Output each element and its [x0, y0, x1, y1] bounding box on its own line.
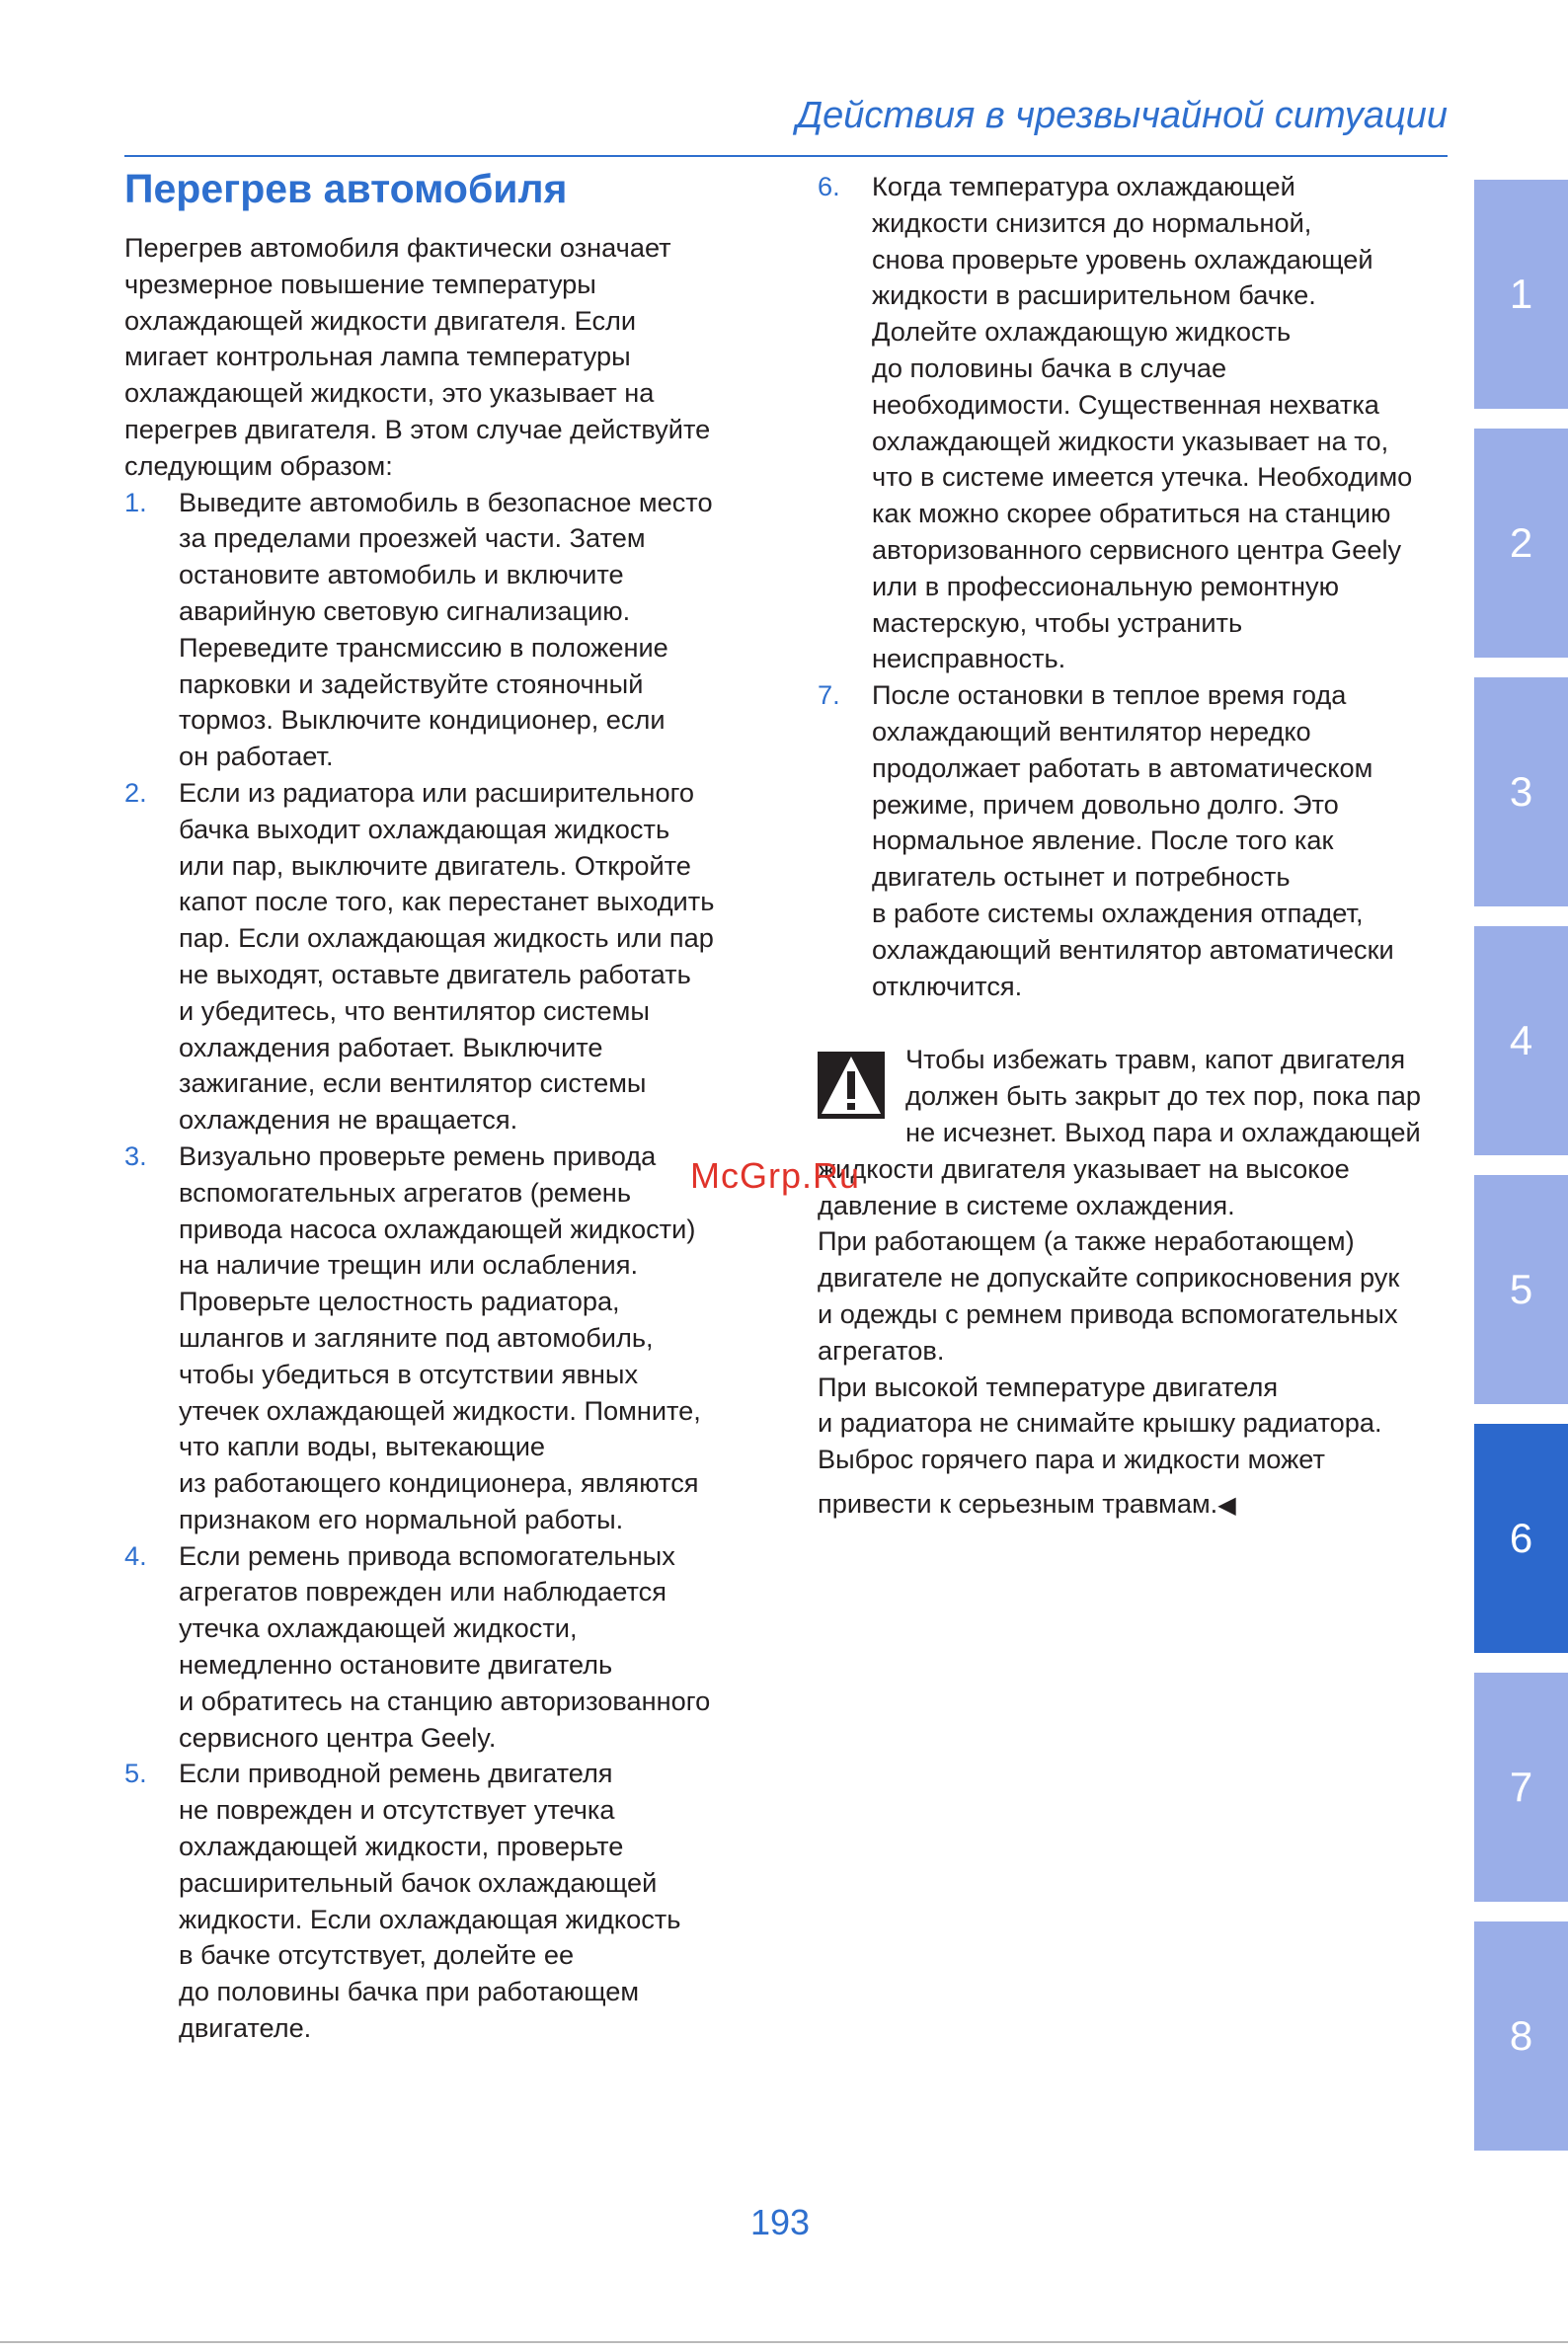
- intro-line: мигает контрольная лампа температуры: [124, 341, 631, 372]
- warning-line: двигателе не допускайте соприкосновения рук: [818, 1262, 1400, 1294]
- step-line: утечек охлаждающей жидкости. Помните,: [179, 1394, 701, 1426]
- chapter-tab-6[interactable]: 6: [1474, 1424, 1568, 1653]
- step-line: агрегатов поврежден или наблюдается: [179, 1576, 666, 1607]
- step-5: [124, 1756, 756, 2046]
- chapter-tab-8[interactable]: 8: [1474, 1921, 1568, 2151]
- warning-line: должен быть закрыт до тех пор, пока пар: [905, 1080, 1421, 1112]
- step-line: за пределами проезжей части. Затем: [179, 522, 646, 554]
- step-line: отключится.: [872, 970, 1023, 1001]
- step-number: 4.: [124, 1539, 147, 1571]
- step-line: охлаждающий вентилятор автоматически: [872, 933, 1394, 965]
- step-1: [124, 485, 756, 775]
- step-line: привода насоса охлаждающей жидкости): [179, 1213, 696, 1244]
- step-line: чтобы убедиться в отсутствии явных: [179, 1358, 639, 1389]
- step-line: Переведите трансмиссию в положение: [179, 631, 668, 663]
- warning-line: При высокой температуре двигателя: [818, 1371, 1279, 1402]
- warning-line: Чтобы избежать травм, капот двигателя: [905, 1044, 1406, 1075]
- warning-last-text: привести к серьезным травмам.: [818, 1487, 1218, 1519]
- intro-line: охлаждающей жидкости двигателя. Если: [124, 304, 637, 336]
- chapter-tab-2[interactable]: 2: [1474, 429, 1568, 658]
- intro-paragraph: [124, 230, 756, 485]
- step-line: Если ремень привода вспомогательных: [179, 1539, 675, 1571]
- step-line: режиме, причем довольно долго. Это: [872, 788, 1339, 820]
- step-number: 5.: [124, 1758, 147, 1789]
- step-number: 6.: [818, 171, 840, 201]
- step-line: из работающего кондиционера, являются: [179, 1467, 699, 1499]
- step-line: не поврежден и отсутствует утечка: [179, 1794, 615, 1826]
- right-column: [818, 169, 1450, 1523]
- warning-line: Выброс горячего пара и жидкости может: [818, 1444, 1325, 1475]
- step-line: на наличие трещин или ослабления.: [179, 1249, 639, 1281]
- step-line: тормоз. Выключите кондиционер, если: [179, 704, 666, 736]
- step-line: немедленно остановите двигатель: [179, 1649, 613, 1681]
- step-line: охлаждающий вентилятор нередко: [872, 715, 1311, 746]
- step-line: шлангов и загляните под автомобиль,: [179, 1321, 654, 1353]
- intro-line: Перегрев автомобиля фактически означает: [124, 232, 671, 263]
- step-line: Если из радиатора или расширительного: [179, 776, 695, 808]
- left-column: [124, 230, 756, 2047]
- warning-line: и одежды с ремнем привода вспомогательных: [818, 1297, 1398, 1329]
- step-line: сервисного центра Geely.: [179, 1721, 497, 1753]
- intro-line: охлаждающей жидкости, это указывает на: [124, 377, 655, 409]
- step-line: расширительный бачок охлаждающей: [179, 1866, 658, 1898]
- chapter-tab-3[interactable]: 3: [1474, 677, 1568, 906]
- step-line: как можно скорее обратиться на станцию: [872, 498, 1391, 529]
- step-line: бачка выходит охлаждающая жидкость: [179, 813, 670, 844]
- step-line: или в профессиональную ремонтную: [872, 570, 1339, 601]
- step-2: [124, 775, 756, 1138]
- step-line: признаком его нормальной работы.: [179, 1503, 624, 1534]
- warning-last-line: [818, 1486, 1450, 1523]
- step-line: охлаждающей жидкости указывает на то,: [872, 425, 1389, 456]
- step-line: охлаждения не вращается.: [179, 1104, 518, 1136]
- step-line: остановите автомобиль и включите: [179, 559, 624, 590]
- step-line: капот после того, как перестанет выходить: [179, 886, 715, 917]
- step-line: Если приводной ремень двигателя: [179, 1758, 613, 1789]
- step-line: неисправность.: [872, 643, 1066, 674]
- warning-line: агрегатов.: [818, 1334, 945, 1366]
- step-line: Когда температура охлаждающей: [872, 171, 1295, 201]
- step-line: до половины бачка в случае: [872, 352, 1227, 383]
- step-line: охлаждающей жидкости, проверьте: [179, 1831, 624, 1862]
- step-line: в бачке отсутствует, долейте ее: [179, 1939, 575, 1971]
- step-line: охлаждения работает. Выключите: [179, 1031, 603, 1062]
- step-number: 1.: [124, 486, 147, 517]
- step-6: [818, 169, 1450, 677]
- step-number: 7.: [818, 679, 840, 711]
- step-line: и обратитесь на станцию авторизованного: [179, 1685, 711, 1716]
- chapter-tab-4[interactable]: 4: [1474, 926, 1568, 1155]
- step-line: После остановки в теплое время года: [872, 679, 1347, 711]
- step-line: что в системе имеется утечка. Необходимо: [872, 461, 1413, 493]
- step-line: необходимости. Существенная нехватка: [872, 388, 1379, 420]
- step-line: двигатель остынет и потребность: [872, 861, 1291, 893]
- bottom-divider: [0, 2341, 1568, 2343]
- step-line: жидкости снизится до нормальной,: [872, 206, 1312, 238]
- chapter-title: Действия в чрезвычайной ситуации: [796, 95, 1448, 136]
- chapter-tab-5[interactable]: 5: [1474, 1175, 1568, 1404]
- step-line: нормальное явление. После того как: [872, 824, 1334, 856]
- step-line: утечка охлаждающей жидкости,: [179, 1612, 578, 1644]
- step-line: зажигание, если вентилятор системы: [179, 1067, 647, 1099]
- header-divider: [124, 155, 1448, 157]
- step-line: что капли воды, вытекающие: [179, 1431, 546, 1462]
- warning-line: давление в системе охлаждения.: [818, 1189, 1235, 1220]
- step-4: [124, 1538, 756, 1757]
- step-line: или пар, выключите двигатель. Откройте: [179, 849, 691, 881]
- step-line: продолжает работать в автоматическом: [872, 751, 1373, 783]
- chapter-tab-7[interactable]: 7: [1474, 1673, 1568, 1902]
- watermark: McGrp.Ru: [690, 1155, 861, 1196]
- step-line: парковки и задействуйте стояночный: [179, 667, 644, 699]
- page-number: 193: [750, 2202, 811, 2242]
- section-title: Перегрев автомобиля: [124, 166, 568, 211]
- warning-line: и радиатора не снимайте крышку радиатора.: [818, 1407, 1382, 1439]
- step-7: [818, 677, 1450, 1004]
- step-line: Проверьте целостность радиатора,: [179, 1286, 620, 1317]
- warning-line: не исчезнет. Выход пара и охлаждающей: [905, 1116, 1421, 1147]
- intro-line: перегрев двигателя. В этом случае действуйте: [124, 413, 711, 444]
- step-line: в работе системы охлаждения отпадет,: [872, 897, 1364, 928]
- warning-line: При работающем (а также неработающем): [818, 1225, 1355, 1257]
- end-marker-icon: ◀: [1217, 1491, 1236, 1519]
- step-line: Выведите автомобиль в безопасное место: [179, 486, 713, 517]
- step-line: Визуально проверьте ремень привода: [179, 1139, 657, 1171]
- step-line: он работает.: [179, 741, 334, 772]
- step-line: двигателе.: [179, 2012, 312, 2044]
- step-line: до половины бачка при работающем: [179, 1976, 640, 2007]
- step-line: жидкости в расширительном бачке.: [872, 279, 1316, 311]
- chapter-tabs: [1474, 0, 1568, 2352]
- step-line: вспомогательных агрегатов (ремень: [179, 1176, 631, 1208]
- step-line: не выходят, оставьте двигатель работать: [179, 958, 691, 989]
- step-number: 3.: [124, 1139, 147, 1171]
- step-line: и убедитесь, что вентилятор системы: [179, 994, 650, 1026]
- chapter-tab-1[interactable]: 1: [1474, 180, 1568, 409]
- step-line: жидкости. Если охлаждающая жидкость: [179, 1903, 681, 1934]
- warning-line: жидкости двигателя указывает на высокое: [818, 1152, 1350, 1184]
- step-line: авторизованного сервисного центра Geely: [872, 533, 1402, 565]
- step-number: 2.: [124, 776, 147, 808]
- step-line: снова проверьте уровень охлаждающей: [872, 243, 1373, 274]
- warning-block: [818, 1042, 1450, 1522]
- intro-line: чрезмерное повышение температуры: [124, 268, 596, 299]
- step-line: Долейте охлаждающую жидкость: [872, 316, 1292, 348]
- step-3: [124, 1138, 756, 1538]
- step-line: пар. Если охлаждающая жидкость или пар: [179, 922, 714, 954]
- warning-triangle-icon: [818, 1052, 885, 1119]
- step-line: мастерскую, чтобы устранить: [872, 606, 1243, 638]
- intro-line: следующим образом:: [124, 449, 393, 481]
- step-line: аварийную световую сигнализацию.: [179, 594, 631, 626]
